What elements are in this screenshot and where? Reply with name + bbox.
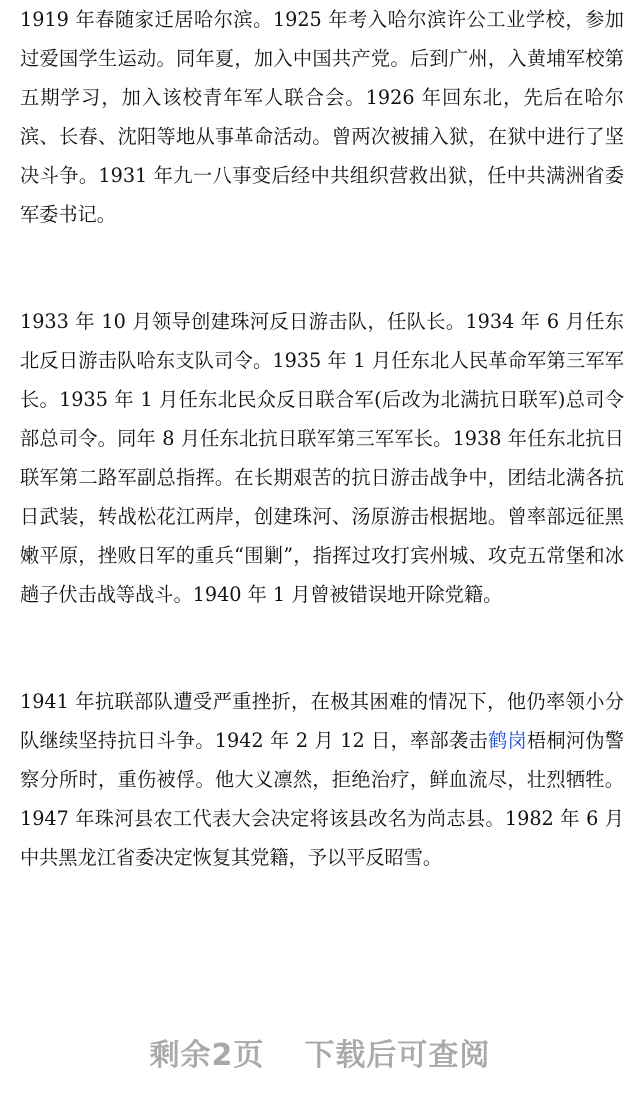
remaining-pages-text: 剩余2页 <box>149 1038 265 1073</box>
paragraph-3-text-after: 梧桐河伪警察分所时，重伤被俘。他大义凛然，拒绝治疗，鲜血流尽，壮烈牺牲。1947 年珠河县农工代表大会决定将该县改名为尚志县。1982 年 6 月中共黑龙江省委决定恢复其党籍，予以平反昭雪。 <box>20 729 625 869</box>
paragraph-1: 1919 年春随家迁居哈尔滨。1925 年考入哈尔滨许公工业学校，参加过爱国学生运动。同年夏，加入中国共产党。后到广州，入黄埔军校第五期学习，加入该校青年军人联合会。1926 年回东北，先后在哈尔滨、长春、沈阳等地从事革命活动。曾两次被捕入狱，在狱中进行了坚决斗争。1931 年九一八事变后经中共组织营救出狱，任中共满洲省委军委书记。 <box>20 8 624 226</box>
download-to-view-text: 下载后可查阅 <box>304 1038 491 1073</box>
paragraph-3-text-before: 1941 年抗联部队遭受严重挫折，在极其困难的情况下，他仍率领小分队继续坚持抗日斗争。1942 年 2 月 12 日，率部袭击 <box>20 690 624 752</box>
paragraph-2: 1933 年 10 月领导创建珠河反日游击队，任队长。1934 年 6 月任东北反日游击队哈东支队司令。1935 年 1 月任东北人民革命军第三军军长。1935 年 1 月任东北民众反日联合军(后改为北满抗日联军)总司令部总司令。同年 8 月任东北抗日联军第三军军长。1938 年任东北抗日联军第二路军副总指挥。在长期艰苦的抗日游击战争中，团结北满各抗日武装，转战松花江两岸，创建珠河、汤原游击根据地。曾率部远征黑嫩平原，挫败日军的重兵“围剿”，指挥过攻打宾州城、攻克五常堡和冰趟子伏击战等战斗。1940 年 1 月曾被错误地开除党籍。 <box>20 310 624 606</box>
hegang-link[interactable]: 鹤岗 <box>487 729 527 752</box>
download-prompt[interactable] <box>0 1030 640 1074</box>
document-body <box>20 0 624 877</box>
paragraph-3 <box>20 682 624 877</box>
